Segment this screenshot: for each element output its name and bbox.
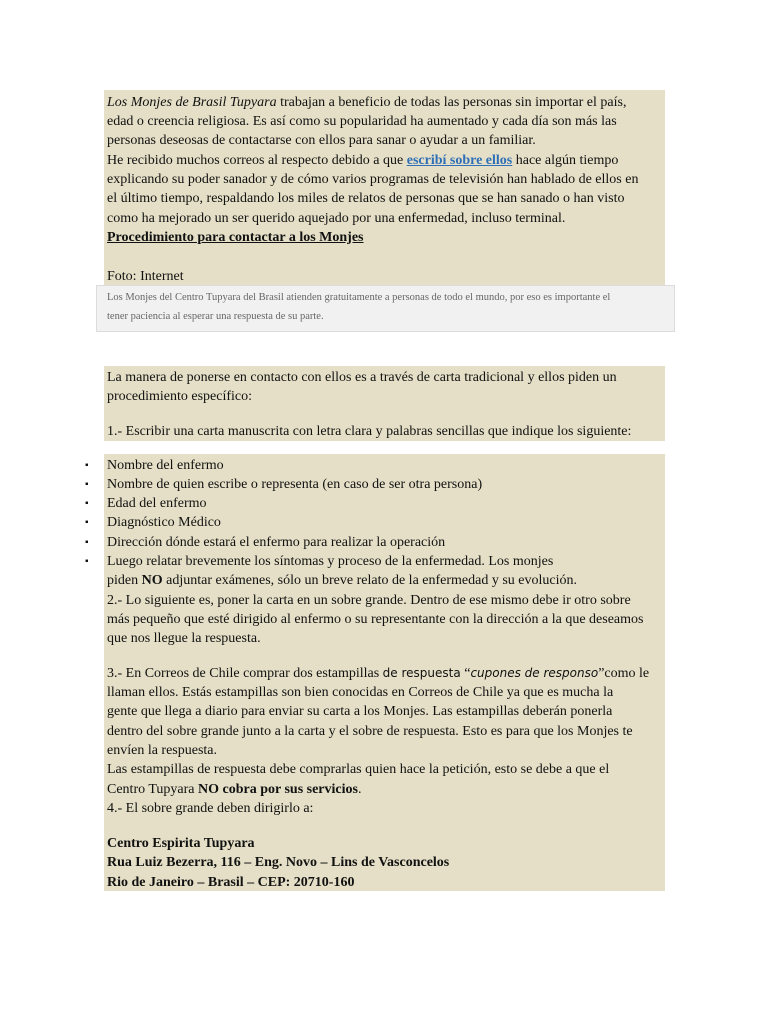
escribi-sobre-ellos-link[interactable]: escribí sobre ellos	[406, 153, 513, 168]
bullet-icon: ▪	[85, 460, 89, 471]
step-3: 3.- En Correos de Chile comprar dos estampillas de respuesta “cupones de responso”como le	[107, 666, 650, 681]
bullet-icon: ▪	[85, 517, 89, 528]
step-1: 1.- Escribir una carta manuscrita con letra clara y palabras sencillas que indique los siguiente:	[107, 424, 632, 439]
photo-caption: Los Monjes del Centro Tupyara del Brasil atienden gratuitamente a personas de todo el mundo, por eso es importante el tener paciencia al esperar una respuesta de su parte.	[96, 285, 675, 332]
list-item-continuation: piden NO adjuntar exámenes, sólo un breve relato de la enfermedad y su evolución.	[107, 573, 578, 588]
intro-italic-lead: Los Monjes de Brasil Tupyara	[107, 95, 277, 110]
list-item: Edad del enfermo	[107, 496, 207, 511]
bullet-icon: ▪	[85, 498, 89, 509]
step-2: 2.- Lo siguiente es, poner la carta en un sobre grande. Dentro de ese mismo debe ir otro sobre	[107, 593, 631, 608]
list-item: Nombre de quien escribe o representa (en caso de ser otra persona)	[107, 477, 483, 492]
list-item: Luego relatar brevemente los síntomas y proceso de la enfermedad. Los monjes	[107, 554, 554, 569]
list-item: Diagnóstico Médico	[107, 515, 221, 530]
address-city: Rio de Janeiro – Brasil – CEP: 20710-160	[107, 875, 355, 890]
address-name: Centro Espirita Tupyara	[107, 836, 255, 851]
procedure-heading: Procedimiento para contactar a los Monjes	[107, 230, 364, 245]
step-4: 4.- El sobre grande deben dirigirlo a:	[107, 801, 314, 816]
bullet-icon: ▪	[85, 556, 89, 567]
bullet-icon: ▪	[85, 479, 89, 490]
photo-credit: Foto: Internet	[107, 269, 184, 284]
list-item: Nombre del enfermo	[107, 458, 224, 473]
list-item: Dirección dónde estará el enfermo para realizar la operación	[107, 535, 446, 550]
bullet-icon: ▪	[85, 537, 89, 548]
address-street: Rua Luiz Bezerra, 116 – Eng. Novo – Lins de Vasconcelos	[107, 855, 450, 870]
